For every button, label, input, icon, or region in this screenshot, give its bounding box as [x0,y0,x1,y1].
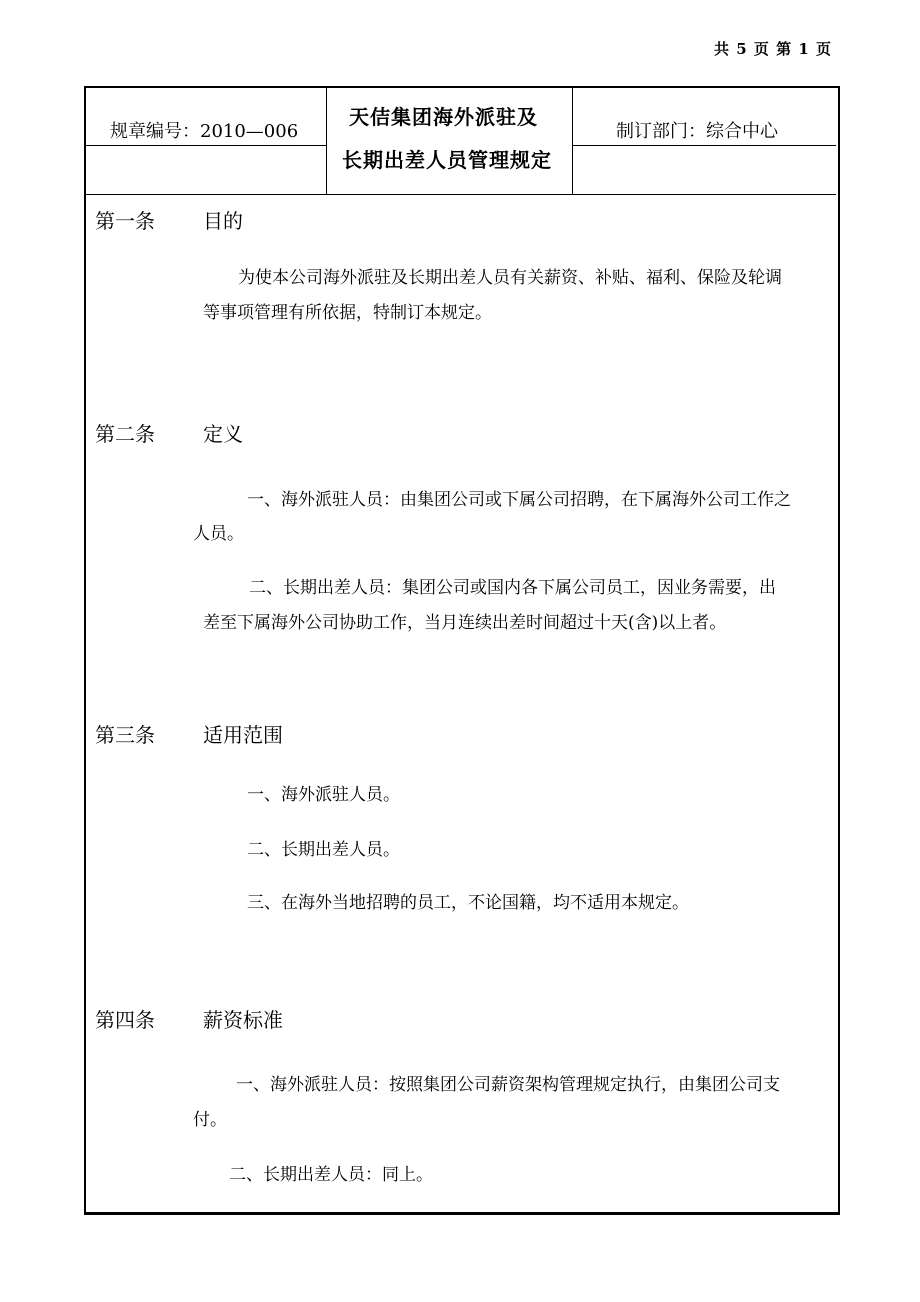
header-divider-middle-left [86,145,326,146]
page-info: 共 5 页 第 1 页 [714,40,832,58]
article-1-paragraph-line-2: 等事项管理有所依据，特制订本规定。 [203,303,492,323]
article-2-item-1-line-1: 一、海外派驻人员：由集团公司或下属公司招聘，在下属海外公司工作之 [247,490,791,510]
article-1-number: 第一条 [95,209,155,233]
article-4-item-1-line-1: 一、海外派驻人员：按照集团公司薪资架构管理规定执行，由集团公司支 [236,1075,780,1095]
document-title-line-2: 长期出差人员管理规定 [342,148,552,172]
article-3-item-1: 一、海外派驻人员。 [247,785,400,805]
regulation-number: 规章编号：2010—006 [110,121,299,142]
article-1-heading: 目的 [203,209,243,233]
header-column-divider-left [326,88,327,194]
article-3-heading: 适用范围 [203,723,283,747]
article-1-paragraph-line-1: 为使本公司海外派驻及长期出差人员有关薪资、补贴、福利、保险及轮调 [238,268,782,288]
regulation-document-frame [84,86,840,1215]
header-divider-middle-right [572,145,836,146]
header-column-divider-right [572,88,573,194]
header-divider-bottom [86,194,836,195]
article-4-item-2: 二、长期出差人员：同上。 [229,1165,433,1185]
document-title-line-1: 天佶集团海外派驻及 [349,105,538,129]
article-3-number: 第三条 [95,723,155,747]
article-3-item-2: 二、长期出差人员。 [247,840,400,860]
article-2-number: 第二条 [95,422,155,446]
article-4-number: 第四条 [95,1008,155,1032]
issuing-department: 制订部门：综合中心 [616,121,778,142]
article-2-item-2-line-1: 二、长期出差人员：集团公司或国内各下属公司员工，因业务需要，出 [249,578,776,598]
article-2-item-1-line-2: 人员。 [193,524,244,544]
article-4-heading: 薪资标准 [203,1008,283,1032]
article-4-item-1-line-2: 付。 [193,1110,227,1130]
article-3-item-3: 三、在海外当地招聘的员工，不论国籍，均不适用本规定。 [247,893,689,913]
article-2-heading: 定义 [203,422,243,446]
article-2-item-2-line-2: 差至下属海外公司协助工作，当月连续出差时间超过十天(含)以上者。 [203,613,727,633]
